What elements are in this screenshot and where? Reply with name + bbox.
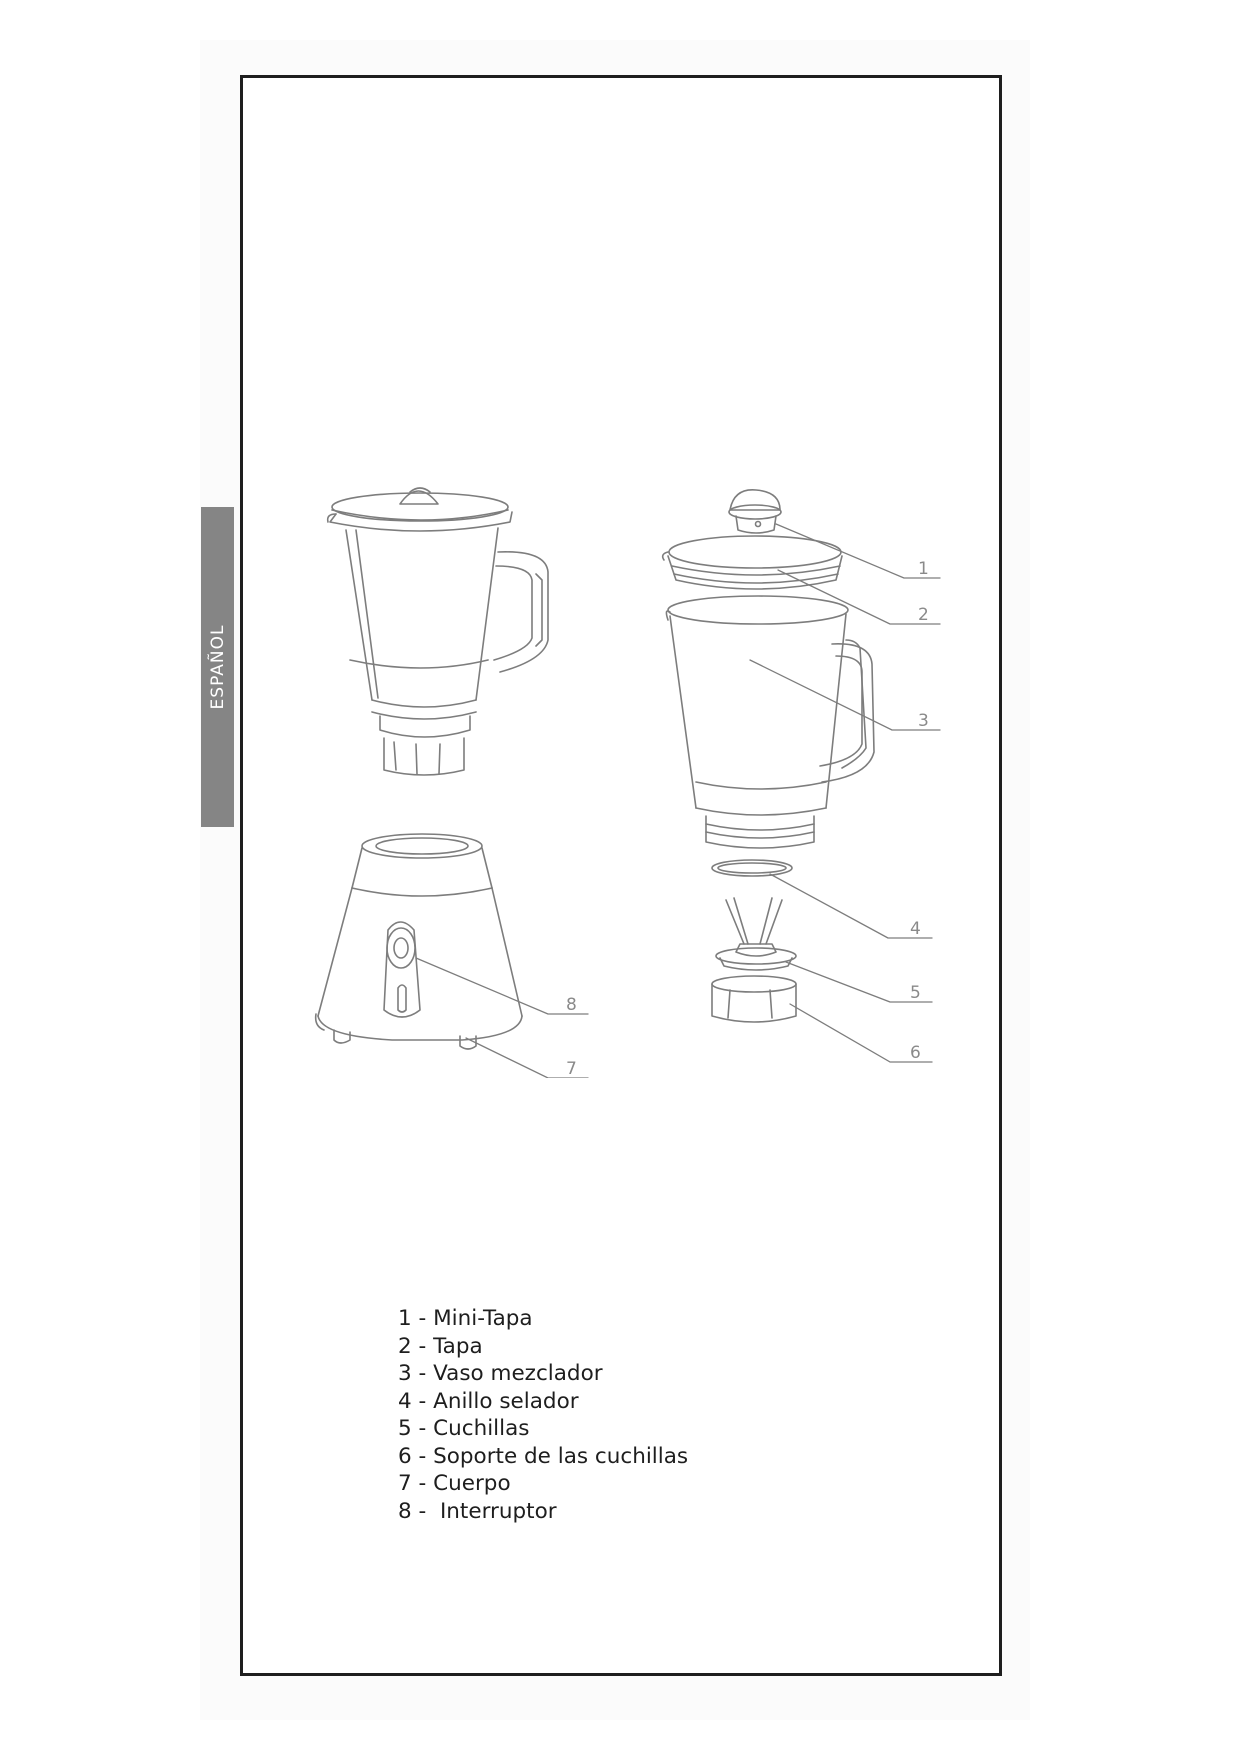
- callout-1: 1: [918, 559, 929, 579]
- leader-lines: [416, 524, 940, 1078]
- exploded-parts: [663, 490, 874, 1022]
- language-side-tab: [201, 507, 234, 827]
- legend-item: 5 - Cuchillas: [398, 1416, 530, 1441]
- language-label: ESPAÑOL: [207, 624, 228, 710]
- callout-5: 5: [910, 983, 921, 1003]
- parts-legend: [398, 1305, 918, 1525]
- legend-item: 3 - Vaso mezclador: [398, 1361, 603, 1386]
- legend-item: 8 - Interruptor: [398, 1498, 557, 1524]
- callout-2: 2: [918, 605, 929, 625]
- callout-numbers: [566, 559, 929, 1078]
- legend-item: 6 - Soporte de las cuchillas: [398, 1443, 689, 1469]
- callout-7: 7: [566, 1059, 577, 1078]
- motor-base: [316, 834, 522, 1049]
- legend-item: 2 - Tapa: [398, 1333, 483, 1359]
- legend-item: 7 - Cuerpo: [398, 1471, 511, 1496]
- callout-4: 4: [910, 919, 921, 939]
- legend-item: 1 - Mini-Tapa: [398, 1306, 533, 1331]
- callout-8: 8: [566, 995, 577, 1015]
- callout-3: 3: [918, 711, 929, 731]
- legend-item: 4 - Anillo selador: [398, 1388, 579, 1414]
- callout-6: 6: [910, 1043, 921, 1063]
- blender-exploded-diagram: [258, 478, 963, 1078]
- assembled-jar: [328, 488, 548, 775]
